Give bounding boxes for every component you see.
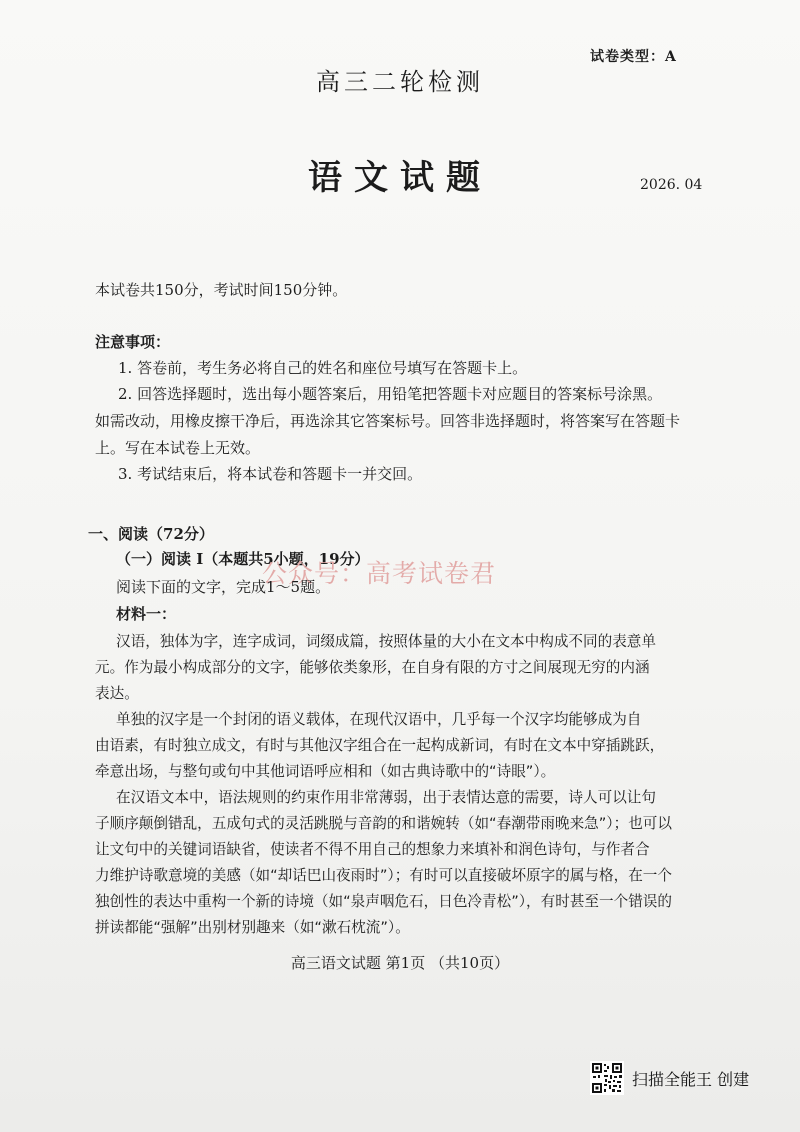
exam-intro: 本试卷共150分，考试时间150分钟。 — [95, 281, 348, 299]
subsection-heading: （一）阅读 I（本题共5小题，19分） — [116, 550, 370, 568]
section-heading: 一、阅读（72分） — [88, 525, 214, 543]
material-line: 牵意出场，与整句或句中其他词语呼应相和（如古典诗歌中的“诗眼”）。 — [95, 763, 556, 780]
material-line: 子顺序颠倒错乱，五成句式的灵活跳脱与音韵的和谐婉转（如“春潮带雨晚来急”）；也可以 — [95, 815, 672, 832]
material-label: 材料一： — [116, 605, 177, 623]
reading-instruction: 阅读下面的文字，完成1～5题。 — [116, 578, 331, 596]
material-line: 让文句中的关键词语缺省，使读者不得不用自己的想象力来填补和润色诗句，与作者合 — [95, 841, 650, 858]
note-item-3: 3. 考试结束后，将本试卷和答题卡一并交回。 — [118, 465, 423, 483]
page-title: 语文试题 — [308, 158, 492, 198]
note-item-2-end: 上。写在本试卷上无效。 — [95, 439, 261, 457]
note-item-1: 1. 答卷前，考生务必将自己的姓名和座位号填写在答题卡上。 — [118, 359, 528, 377]
material-line: 独创性的表达中重构一个新的诗境（如“泉声咽危石，日色冷青松”），有时甚至一个错误的 — [95, 893, 672, 910]
page-footer: 高三语文试题 第1页 （共10页） — [290, 954, 510, 972]
scanner-badge — [590, 1060, 749, 1096]
paper-type-label: 试卷类型：A — [590, 49, 677, 65]
note-item-2-continued: 如需改动，用橡皮擦干净后，再选涂其它答案标号。回答非选择题时，将答案写在答题卡 — [95, 412, 681, 430]
material-line: 汉语，独体为字，连字成词，词缀成篇，按照体量的大小在文本中构成不同的表意单 — [116, 633, 656, 650]
exam-date: 2026. 04 — [640, 177, 703, 193]
material-line: 单独的汉字是一个封闭的语义载体，在现代汉语中，几乎每一个汉字均能够成为自 — [116, 711, 642, 728]
note-item-2: 2. 回答选择题时，选出每小题答案后，用铅笔把答题卡对应题目的答案标号涂黑。 — [118, 385, 663, 403]
material-line: 在汉语文本中，语法规则的约束作用非常薄弱，出于表情达意的需要，诗人可以让句 — [116, 789, 656, 806]
material-line: 力维护诗歌意境的美感（如“却话巴山夜雨时”）；有时可以直接破坏原字的属与格，在一个 — [95, 867, 672, 884]
scanner-badge-text: 扫描全能王 创建 — [632, 1069, 750, 1089]
qr-code-icon — [590, 1061, 624, 1095]
material-line: 由语素，有时独立成文，有时与其他汉字组合在一起构成新词，有时在文本中穿插跳跃， — [95, 737, 665, 754]
material-line: 表达。 — [95, 685, 139, 702]
notes-title: 注意事项： — [95, 333, 171, 351]
material-line: 元。作为最小构成部分的文字，能够依类象形，在自身有限的方寸之间展现无穷的内涵 — [95, 659, 650, 676]
watermark-text: 公众号：高考试卷君 — [262, 559, 497, 588]
material-line: 拼读都能“强解”出别材别趣来（如“漱石枕流”）。 — [95, 919, 410, 936]
exam-subtitle: 高三二轮检测 — [316, 68, 484, 96]
